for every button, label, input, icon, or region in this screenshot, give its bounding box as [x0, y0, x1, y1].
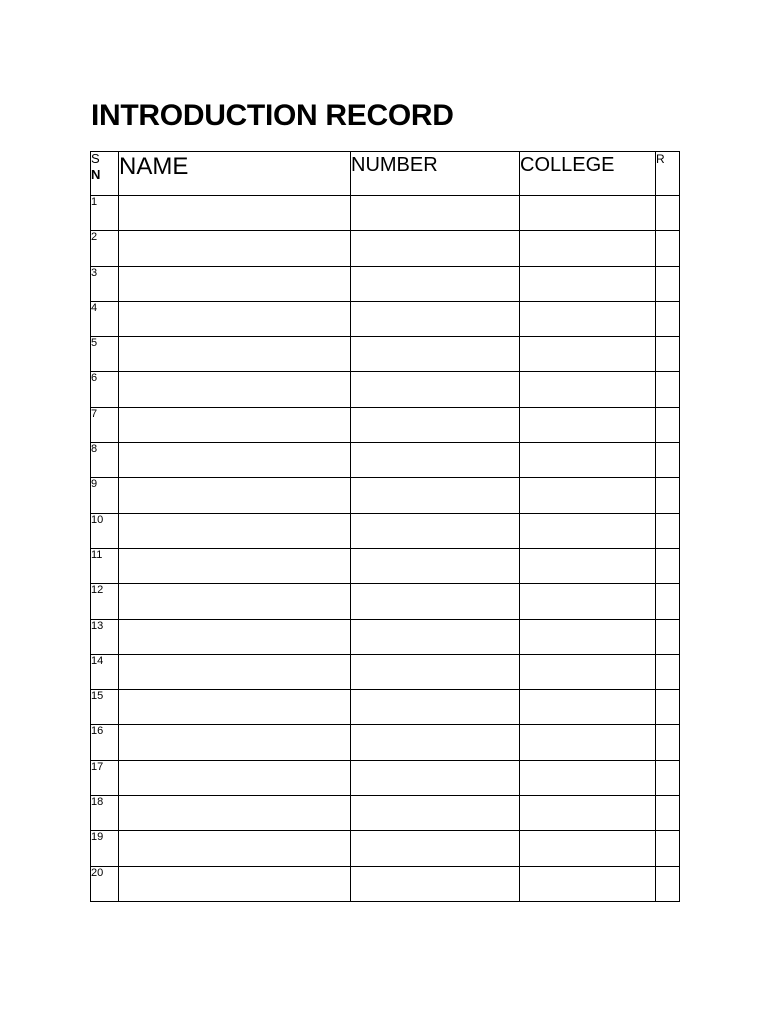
- name-cell[interactable]: [119, 654, 351, 689]
- r-cell[interactable]: [656, 443, 680, 478]
- table-row: [91, 654, 680, 689]
- name-cell[interactable]: [119, 760, 351, 795]
- name-cell[interactable]: [119, 443, 351, 478]
- number-cell[interactable]: [351, 231, 520, 266]
- header-serial-number-s: S: [91, 151, 100, 166]
- serial-number-cell: 15: [91, 690, 119, 725]
- table-row: [91, 337, 680, 372]
- name-cell[interactable]: [119, 619, 351, 654]
- name-cell[interactable]: [119, 231, 351, 266]
- r-cell[interactable]: [656, 301, 680, 336]
- name-cell[interactable]: [119, 690, 351, 725]
- college-cell[interactable]: [520, 407, 656, 442]
- table-row: [91, 478, 680, 513]
- table-row: [91, 407, 680, 442]
- table-row: [91, 619, 680, 654]
- r-cell[interactable]: [656, 760, 680, 795]
- college-cell[interactable]: [520, 584, 656, 619]
- r-cell[interactable]: [656, 548, 680, 583]
- college-cell[interactable]: [520, 796, 656, 831]
- number-cell[interactable]: [351, 796, 520, 831]
- name-cell[interactable]: [119, 725, 351, 760]
- number-cell[interactable]: [351, 725, 520, 760]
- table-row: [91, 301, 680, 336]
- serial-number-cell: 17: [91, 760, 119, 795]
- r-cell[interactable]: [656, 407, 680, 442]
- serial-number-cell: 18: [91, 796, 119, 831]
- name-cell[interactable]: [119, 266, 351, 301]
- name-cell[interactable]: [119, 831, 351, 866]
- table-row: [91, 690, 680, 725]
- number-cell[interactable]: [351, 690, 520, 725]
- serial-number-cell: 7: [91, 407, 119, 442]
- college-cell[interactable]: [520, 337, 656, 372]
- college-cell[interactable]: [520, 654, 656, 689]
- name-cell[interactable]: [119, 478, 351, 513]
- number-cell[interactable]: [351, 478, 520, 513]
- college-cell[interactable]: [520, 548, 656, 583]
- name-cell[interactable]: [119, 513, 351, 548]
- number-cell[interactable]: [351, 337, 520, 372]
- name-cell[interactable]: [119, 796, 351, 831]
- name-cell[interactable]: [119, 196, 351, 231]
- table-row: [91, 866, 680, 901]
- r-cell[interactable]: [656, 831, 680, 866]
- r-cell[interactable]: [656, 478, 680, 513]
- table-row: [91, 443, 680, 478]
- r-cell[interactable]: [656, 619, 680, 654]
- serial-number-cell: 11: [91, 548, 119, 583]
- table-row: [91, 231, 680, 266]
- document-title: INTRODUCTION RECORD: [91, 99, 454, 132]
- header-serial-number-n: N: [91, 167, 101, 182]
- table-row: [91, 760, 680, 795]
- college-cell[interactable]: [520, 725, 656, 760]
- table-body: [91, 196, 680, 902]
- header-r: R: [656, 152, 680, 196]
- college-cell[interactable]: [520, 443, 656, 478]
- number-cell[interactable]: [351, 584, 520, 619]
- r-cell[interactable]: [656, 337, 680, 372]
- header-number: NUMBER: [351, 152, 520, 196]
- number-cell[interactable]: [351, 513, 520, 548]
- table-row: [91, 196, 680, 231]
- serial-number-cell: 8: [91, 443, 119, 478]
- name-cell[interactable]: [119, 584, 351, 619]
- college-cell[interactable]: [520, 690, 656, 725]
- name-cell[interactable]: [119, 337, 351, 372]
- r-cell[interactable]: [656, 584, 680, 619]
- number-cell[interactable]: [351, 760, 520, 795]
- number-cell[interactable]: [351, 619, 520, 654]
- serial-number-cell: 14: [91, 654, 119, 689]
- r-cell[interactable]: [656, 196, 680, 231]
- r-cell[interactable]: [656, 513, 680, 548]
- number-cell[interactable]: [351, 866, 520, 901]
- serial-number-cell: 20: [91, 866, 119, 901]
- r-cell[interactable]: [656, 372, 680, 407]
- college-cell[interactable]: [520, 266, 656, 301]
- serial-number-cell: 13: [91, 619, 119, 654]
- number-cell[interactable]: [351, 372, 520, 407]
- r-cell[interactable]: [656, 266, 680, 301]
- header-college: COLLEGE: [520, 152, 656, 196]
- number-cell[interactable]: [351, 301, 520, 336]
- header-serial-number: [91, 152, 119, 196]
- table-row: [91, 584, 680, 619]
- college-cell[interactable]: [520, 478, 656, 513]
- table-row: [91, 796, 680, 831]
- introduction-record-table: [90, 151, 680, 902]
- serial-number-cell: 5: [91, 337, 119, 372]
- college-cell[interactable]: [520, 372, 656, 407]
- table-row: [91, 831, 680, 866]
- serial-number-cell: 19: [91, 831, 119, 866]
- college-cell[interactable]: [520, 301, 656, 336]
- r-cell[interactable]: [656, 866, 680, 901]
- r-cell[interactable]: [656, 654, 680, 689]
- table-row: [91, 372, 680, 407]
- serial-number-cell: 6: [91, 372, 119, 407]
- r-cell[interactable]: [656, 725, 680, 760]
- college-cell[interactable]: [520, 196, 656, 231]
- college-cell[interactable]: [520, 619, 656, 654]
- name-cell[interactable]: [119, 866, 351, 901]
- name-cell[interactable]: [119, 372, 351, 407]
- college-cell[interactable]: [520, 513, 656, 548]
- number-cell[interactable]: [351, 196, 520, 231]
- table-row: [91, 513, 680, 548]
- serial-number-cell: 9: [91, 478, 119, 513]
- r-cell[interactable]: [656, 690, 680, 725]
- college-cell[interactable]: [520, 231, 656, 266]
- r-cell[interactable]: [656, 796, 680, 831]
- serial-number-cell: 2: [91, 231, 119, 266]
- r-cell[interactable]: [656, 231, 680, 266]
- table-row: [91, 266, 680, 301]
- number-cell[interactable]: [351, 548, 520, 583]
- name-cell[interactable]: [119, 548, 351, 583]
- name-cell[interactable]: [119, 301, 351, 336]
- college-cell[interactable]: [520, 760, 656, 795]
- serial-number-cell: 4: [91, 301, 119, 336]
- table-row: [91, 548, 680, 583]
- table-row: [91, 725, 680, 760]
- number-cell[interactable]: [351, 654, 520, 689]
- serial-number-cell: 3: [91, 266, 119, 301]
- table-header-row: [91, 152, 680, 196]
- serial-number-cell: 12: [91, 584, 119, 619]
- college-cell[interactable]: [520, 831, 656, 866]
- serial-number-cell: 1: [91, 196, 119, 231]
- header-name: NAME: [119, 152, 351, 196]
- number-cell[interactable]: [351, 266, 520, 301]
- college-cell[interactable]: [520, 866, 656, 901]
- number-cell[interactable]: [351, 831, 520, 866]
- number-cell[interactable]: [351, 443, 520, 478]
- number-cell[interactable]: [351, 407, 520, 442]
- name-cell[interactable]: [119, 407, 351, 442]
- serial-number-cell: 10: [91, 513, 119, 548]
- serial-number-cell: 16: [91, 725, 119, 760]
